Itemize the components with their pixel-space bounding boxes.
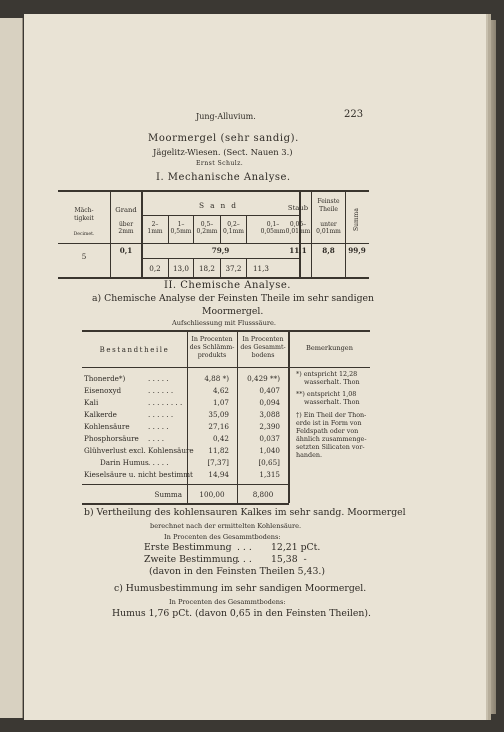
value-sand-2: 13,0 — [172, 264, 189, 273]
book-edge — [486, 20, 496, 714]
col-staub: Staub — [287, 204, 309, 212]
locality: Jägelitz-Wiesen. (Sect. Nauen 3.) — [153, 147, 293, 157]
erste-label: Erste Bestimmung — [144, 542, 232, 553]
section-c-note: In Procenten des Gesammtbodens: — [169, 598, 286, 606]
remark-6: erde ist in Form von — [296, 419, 362, 427]
chem-row-gesamt: 1,315 — [259, 470, 280, 479]
value-sand-5: 11,3 — [252, 264, 269, 273]
document-page — [24, 14, 486, 720]
chem-row-name: Thonerde*) — [84, 374, 126, 383]
chem-row-gesamt: [0,65] — [258, 458, 280, 467]
col-sand: Sand — [199, 201, 242, 210]
sub-a-note: Aufschliessung mit Flusssäure. — [172, 319, 276, 327]
left-page-edge — [0, 18, 23, 718]
section-b-note2: In Procenten des Gesammtbodens: — [164, 533, 281, 541]
section-chemische: II. Chemische Analyse. — [164, 280, 291, 291]
col-bemerkungen: Bemerkungen — [306, 344, 353, 352]
chem-row-name: Phosphorsäure — [84, 434, 139, 443]
chem-row-schlaemm: 0,42 — [212, 434, 229, 443]
value-sand-1: 0,2 — [149, 264, 161, 273]
remark-5: †) Ein Theil der Thon- — [296, 411, 367, 419]
summa-schlaemm: 100,00 — [199, 490, 225, 499]
chem-row-dots: . . . . . — [148, 458, 169, 467]
value-maechtigkeit: 5 — [81, 252, 87, 261]
sub-a-line1: a) Chemische Analyse der Feinsten Theile im sehr sandigen — [92, 293, 375, 304]
chem-row-schlaemm: 11,82 — [208, 446, 229, 455]
chem-row-name: Kalkerde — [84, 410, 117, 419]
sand-sub-1: 2– 1mm — [147, 221, 163, 235]
remark-2: wasserhalt. Thon — [304, 378, 360, 386]
chem-row-dots: . . . . . — [148, 422, 169, 431]
remark-9: setzten Silicaten vor- — [296, 443, 365, 451]
value-feinste: 8,8 — [322, 246, 335, 255]
section-b-note1: berechnet nach der ermittelten Kohlensäure. — [150, 522, 302, 530]
value-sand-total: 79,9 — [211, 246, 230, 255]
davon-line: (davon in den Feinsten Theilen 5,43.) — [149, 566, 325, 577]
running-title: Jung-Alluvium. — [196, 112, 256, 121]
chem-row-schlaemm: 27,16 — [208, 422, 229, 431]
chem-row-schlaemm: 14,94 — [208, 470, 229, 479]
page-number: 223 — [344, 109, 364, 120]
remark-10: handen. — [296, 451, 323, 459]
chem-row-dots: . . . . . — [148, 374, 169, 383]
remark-7: Feldspath oder von — [296, 427, 359, 435]
value-sand-3: 18,2 — [198, 264, 215, 273]
section-b-title: b) Vertheilung des kohlensauren Kalkes im sehr sandg. Moormergel — [84, 507, 406, 518]
chem-row-gesamt: 3,088 — [259, 410, 280, 419]
chem-row-gesamt: 0,094 — [259, 398, 280, 407]
chem-row-gesamt: 0,429 **) — [247, 374, 280, 383]
chem-row-schlaemm: [7,37] — [207, 458, 229, 467]
col-feinste-sub: unter 0,01mm — [316, 221, 341, 235]
value-grand: 0,1 — [119, 246, 133, 255]
col-maechtigkeit: Mäch- tigkeit — [74, 207, 94, 222]
sand-sub-2: 1– 0,5mm — [170, 221, 192, 235]
chem-row-name: Kali — [84, 398, 99, 407]
chem-row-schlaemm: 35,09 — [208, 410, 229, 419]
chem-row-gesamt: 2,390 — [259, 422, 280, 431]
col-bestandtheile: Bestandtheile — [99, 346, 170, 354]
remark-3: **) entspricht 1,08 — [296, 390, 357, 398]
author: Ernst Schulz. — [196, 160, 244, 167]
sand-sub-3: 0,5– 0,2mm — [196, 221, 218, 235]
doc-title: Moormergel (sehr sandig). — [148, 133, 299, 144]
zweite-label: Zweite Bestimmung — [144, 554, 239, 565]
chem-row-gesamt: 1,040 — [259, 446, 280, 455]
col-gesamt: In Procenten des Gesammt- bodens — [240, 336, 286, 359]
remark-8: ähnlich zusammenge- — [296, 435, 367, 443]
sand-sub-5: 0,1– 0,05mm — [260, 221, 286, 235]
section-c-title: c) Humusbestimmung im sehr sandigen Moormergel. — [114, 583, 367, 594]
chem-row-dots: . . . . . . — [148, 410, 174, 419]
summa-gesamt: 8,800 — [252, 490, 274, 499]
humus-line: Humus 1,76 pCt. (davon 0,65 in den Feinsten Theilen). — [112, 608, 371, 619]
summa-label: Summa — [154, 490, 182, 499]
chem-row-schlaemm: 4,88 *) — [204, 374, 229, 383]
chem-row-name: Eisenoxyd — [84, 386, 122, 395]
chem-row-schlaemm: 4,62 — [212, 386, 229, 395]
value-staub: 11,1 — [289, 246, 307, 255]
erste-dots: . . . — [237, 542, 252, 553]
chem-row-gesamt: 0,407 — [259, 386, 280, 395]
sub-a-line2: Moormergel. — [202, 306, 264, 317]
chem-row-name: Kieselsäure u. nicht bestimmt — [84, 470, 193, 479]
chem-row-dots: . . . . . . — [148, 386, 174, 395]
remark-4: wasserhalt. Thon — [304, 398, 360, 406]
col-staub-sub: 0,05– 0,01mm — [285, 221, 311, 235]
chem-row-dots: . . . . . . . . — [148, 398, 183, 407]
zweite-value: 15,38 - — [271, 554, 307, 565]
col-schlaemm: In Procenten des Schlämm- produkts — [189, 336, 235, 359]
zweite-dots: . . . — [237, 554, 252, 565]
erste-value: 12,21 pCt. — [271, 542, 321, 553]
section-mechanische: I. Mechanische Analyse. — [156, 172, 291, 183]
chem-row-dots: . . . . — [148, 434, 164, 443]
value-summa: 99,9 — [348, 246, 366, 255]
sand-sub-4: 0,2– 0,1mm — [223, 221, 244, 235]
col-grand: Grand — [115, 206, 137, 214]
col-summa: Summa — [353, 208, 360, 231]
col-grand-sub: über 2mm — [118, 221, 134, 235]
chem-row-name: Glühverlust excl. Kohlensäure — [84, 446, 194, 455]
value-sand-4: 37,2 — [225, 264, 242, 273]
col-feinste: Feinste Theile — [317, 198, 340, 213]
remark-1: *) entspricht 12,28 — [296, 370, 358, 378]
col-maechtigkeit-unit: Decimet. — [73, 232, 95, 237]
chem-row-name: Kohlensäure — [84, 422, 130, 431]
chem-row-schlaemm: 1,07 — [212, 398, 229, 407]
chem-row-name: Darin Humus — [100, 458, 149, 467]
chem-row-gesamt: 0,037 — [259, 434, 280, 443]
